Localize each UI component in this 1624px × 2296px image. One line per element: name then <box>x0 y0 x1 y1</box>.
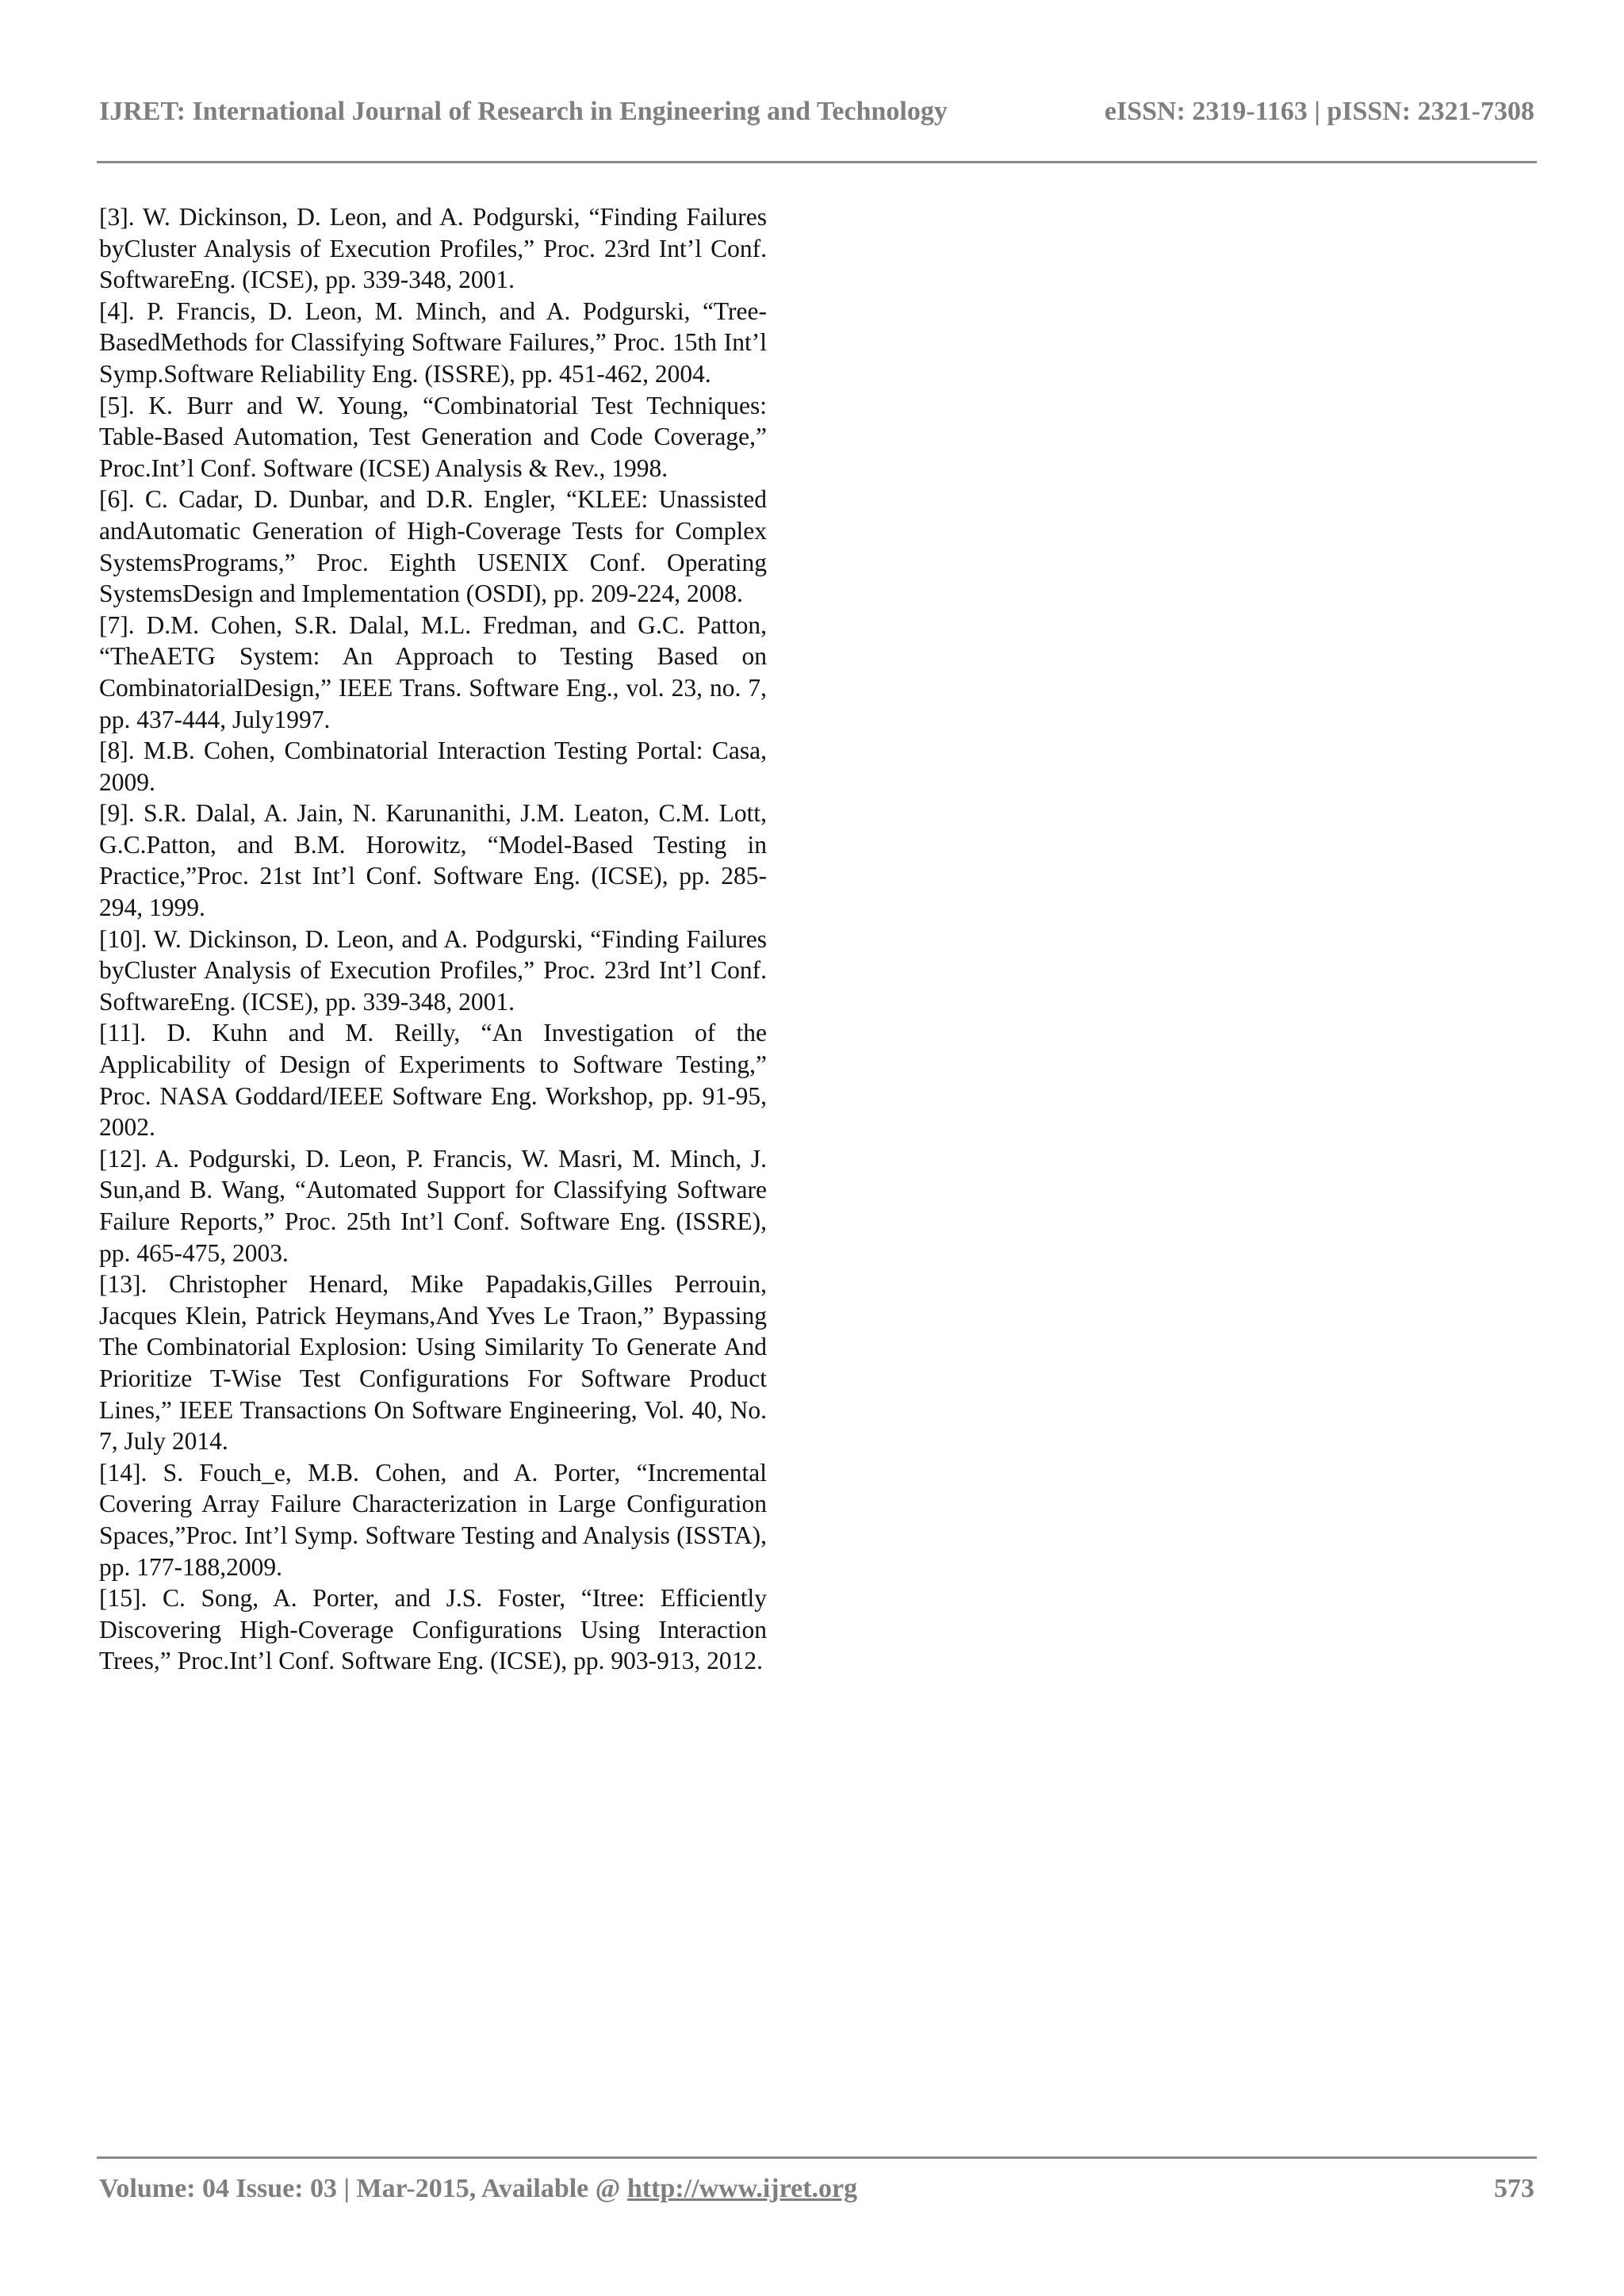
reference-list <box>99 201 767 1677</box>
reference-7: [7]. D.M. Cohen, S.R. Dalal, M.L. Fredman, and G.C. Patton, “TheAETG System: An Approach to Testing Based on CombinatorialDesign,” IEEE Trans. Software Eng., vol. 23, no. 7, pp. 437-444, July1997. <box>99 610 767 733</box>
reference-12: [12]. A. Podgurski, D. Leon, P. Francis, W. Masri, M. Minch, J. Sun,and B. Wang, “Automated Support for Classifying Software Failure Reports,” Proc. 25th Int’l Conf. Software Eng. (ISSRE), pp. 465-475, 2003. <box>99 1144 767 1267</box>
reference-10: [10]. W. Dickinson, D. Leon, and A. Podgurski, “Finding Failures byCluster Analysis of Execution Profiles,” Proc. 23rd Int’l Conf. SoftwareEng. (ICSE), pp. 339-348, 2001. <box>99 924 767 1016</box>
page-number: 573 <box>1494 2174 1534 2203</box>
reference-11: [11]. D. Kuhn and M. Reilly, “An Investigation of the Applicability of Design of Experiments to Software Testing,” Proc. NASA Goddard/IEEE Software Eng. Workshop, pp. 91-95, 2002. <box>99 1019 767 1142</box>
reference-5: [5]. K. Burr and W. Young, “Combinatorial Test Techniques: Table-Based Automation, Test Generation and Code Coverage,” Proc.Int’l Conf. Software (ICSE) Analysis & Rev., 1998. <box>99 391 767 482</box>
journal-link[interactable]: http://www.ijret.org <box>626 2174 858 2203</box>
volume-info: Volume: 04 Issue: 03 | Mar-2015, Available @ <box>99 2174 627 2203</box>
reference-15: [15]. C. Song, A. Porter, and J.S. Foster, “Itree: Efficiently Discovering High-Coverage Configurations Using Interaction Trees,” Proc.Int’l Conf. Software Eng. (ICSE), pp. 903-913, 2012. <box>99 1584 767 1675</box>
reference-8: [8]. M.B. Cohen, Combinatorial Interaction Testing Portal: Casa, 2009. <box>99 737 767 796</box>
reference-6: [6]. C. Cadar, D. Dunbar, and D.R. Engler, “KLEE: Unassisted andAutomatic Generation of High-Coverage Tests for Complex SystemsPrograms,” Proc. Eighth USENIX Conf. Operating SystemsDesign and Implementation (OSDI), pp. 209-224, 2008. <box>99 485 767 608</box>
reference-14: [14]. S. Fouch_e, M.B. Cohen, and A. Porter, “Incremental Covering Array Failure Characterization in Large Configuration Spaces,”Proc. Int’l Symp. Software Testing and Analysis (ISSTA), pp. 177-188,2009. <box>99 1458 767 1581</box>
footer-divider <box>97 2156 1537 2159</box>
running-header <box>99 97 1534 136</box>
reference-13: [13]. Christopher Henard, Mike Papadakis,Gilles Perrouin, Jacques Klein, Patrick Heymans,And Yves Le Traon,” Bypassing The Combinatorial Explosion: Using Similarity To Generate And Prioritize T-Wise Test Configurations For Software Product Lines,” IEEE Transactions On Software Engineering, Vol. 40, No. 7, July 2014. <box>99 1270 767 1456</box>
issn-info: eISSN: 2319-1163 | pISSN: 2321-7308 <box>1104 97 1534 126</box>
running-footer <box>99 2174 1534 2214</box>
header-divider <box>97 161 1537 163</box>
reference-4: [4]. P. Francis, D. Leon, M. Minch, and A. Podgurski, “Tree-BasedMethods for Classifying Software Failures,” Proc. 15th Int’l Symp.Software Reliability Eng. (ISSRE), pp. 451-462, 2004. <box>99 297 767 388</box>
reference-3: [3]. W. Dickinson, D. Leon, and A. Podgurski, “Finding Failures byCluster Analysis of Execution Profiles,” Proc. 23rd Int’l Conf. SoftwareEng. (ICSE), pp. 339-348, 2001. <box>99 203 767 294</box>
journal-title: IJRET: International Journal of Research in Engineering and Technology <box>99 97 948 126</box>
reference-9: [9]. S.R. Dalal, A. Jain, N. Karunanithi, J.M. Leaton, C.M. Lott, G.C.Patton, and B.M. Horowitz, “Model-Based Testing in Practice,”Proc. 21st Int’l Conf. Software Eng. (ICSE), pp. 285-294, 1999. <box>99 799 767 922</box>
footer-volume <box>99 2174 857 2204</box>
